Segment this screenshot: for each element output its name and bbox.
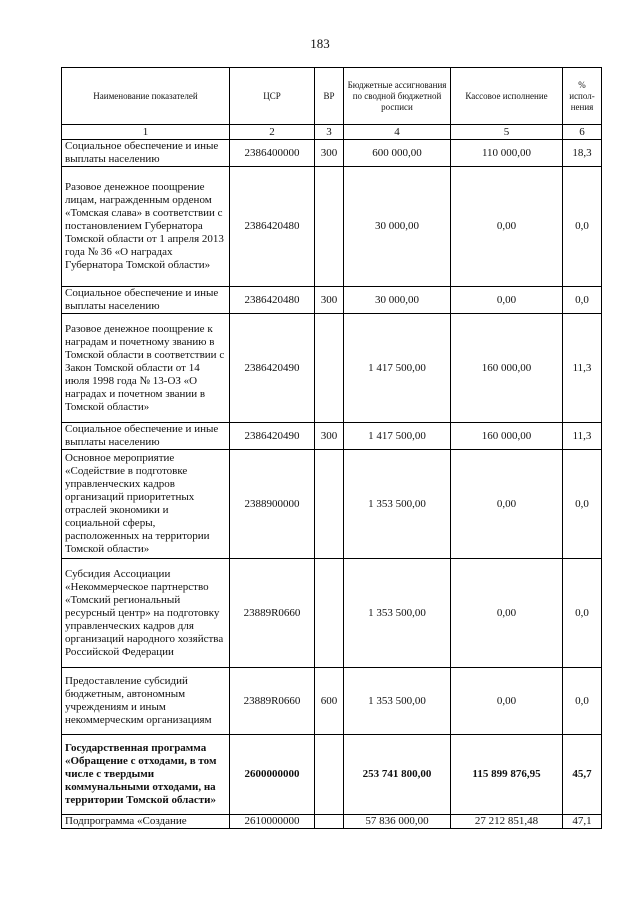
col-index: 2 [230, 125, 315, 140]
col-index: 6 [563, 125, 602, 140]
table-row [62, 559, 602, 668]
cell-vr: 300 [315, 423, 344, 450]
page-number: 183 [310, 36, 330, 51]
cell-csr: 2600000000 [230, 735, 315, 815]
cell-vr: 600 [315, 668, 344, 735]
header-pct: % испол-нения [563, 68, 602, 125]
cell-vr [315, 815, 344, 829]
cell-csr: 2386400000 [230, 140, 315, 167]
column-index-row [62, 125, 602, 140]
cell-cash: 27 212 851,48 [451, 815, 563, 829]
table-row [62, 140, 602, 167]
cell-cash: 0,00 [451, 167, 563, 287]
cell-budget: 1 417 500,00 [344, 314, 451, 423]
cell-name: Социальное обеспечение и иные выплаты населению [62, 287, 230, 314]
cell-csr: 2386420480 [230, 167, 315, 287]
cell-csr: 23889R0660 [230, 668, 315, 735]
table-row [62, 423, 602, 450]
cell-pct: 11,3 [563, 314, 602, 423]
header-csr: ЦСР [230, 68, 315, 125]
cell-budget: 30 000,00 [344, 287, 451, 314]
cell-pct: 0,0 [563, 668, 602, 735]
col-index: 3 [315, 125, 344, 140]
cell-csr: 2610000000 [230, 815, 315, 829]
cell-pct: 45,7 [563, 735, 602, 815]
cell-csr: 2386420480 [230, 287, 315, 314]
cell-budget: 1 417 500,00 [344, 423, 451, 450]
cell-csr: 2386420490 [230, 314, 315, 423]
header-cash: Кассовое исполнение [451, 68, 563, 125]
cell-name: Предоставление субсидий бюджетным, автономным учреждениям и иным некоммерческим организациям [62, 668, 230, 735]
cell-budget: 1 353 500,00 [344, 450, 451, 559]
table-row [62, 314, 602, 423]
col-index: 1 [62, 125, 230, 140]
header-budget: Бюджетные ассигнования по сводной бюджетной росписи [344, 68, 451, 125]
cell-csr: 23889R0660 [230, 559, 315, 668]
header-vr: ВР [315, 68, 344, 125]
cell-pct: 0,0 [563, 450, 602, 559]
cell-pct: 11,3 [563, 423, 602, 450]
cell-name: Подпрограмма «Создание [62, 815, 230, 829]
cell-vr [315, 450, 344, 559]
cell-cash: 110 000,00 [451, 140, 563, 167]
table-row [62, 167, 602, 287]
budget-execution-table [61, 67, 602, 829]
cell-cash: 0,00 [451, 450, 563, 559]
cell-cash: 160 000,00 [451, 423, 563, 450]
cell-name: Разовое денежное поощрение к наградам и почетному званию в Томской области в соответствии с Закон Томской области от 14 июля 1998 года № 13-ОЗ «О наградах и почетном звании в Томской области» [62, 314, 230, 423]
cell-vr: 300 [315, 287, 344, 314]
cell-budget: 1 353 500,00 [344, 668, 451, 735]
cell-budget: 57 836 000,00 [344, 815, 451, 829]
cell-pct: 0,0 [563, 559, 602, 668]
cell-csr: 2388900000 [230, 450, 315, 559]
col-index: 5 [451, 125, 563, 140]
cell-cash: 160 000,00 [451, 314, 563, 423]
cell-budget: 30 000,00 [344, 167, 451, 287]
header-name: Наименование показателей [62, 68, 230, 125]
table-header-row [62, 68, 602, 125]
cell-cash: 0,00 [451, 668, 563, 735]
table-row [62, 815, 602, 829]
cell-name: Социальное обеспечение и иные выплаты населению [62, 423, 230, 450]
cell-name: Субсидия Ассоциации «Некоммерческое партнерство «Томский региональный ресурсный центр» на подготовку управленческих кадров для организаций народного хозяйства Российской Федерации [62, 559, 230, 668]
cell-vr [315, 559, 344, 668]
table-row [62, 287, 602, 314]
cell-name: Социальное обеспечение и иные выплаты населению [62, 140, 230, 167]
col-index: 4 [344, 125, 451, 140]
cell-vr: 300 [315, 140, 344, 167]
cell-vr [315, 735, 344, 815]
cell-budget: 253 741 800,00 [344, 735, 451, 815]
cell-cash: 0,00 [451, 287, 563, 314]
table-row [62, 450, 602, 559]
table-row [62, 735, 602, 815]
cell-cash: 0,00 [451, 559, 563, 668]
cell-pct: 18,3 [563, 140, 602, 167]
cell-vr [315, 167, 344, 287]
cell-csr: 2386420490 [230, 423, 315, 450]
cell-pct: 0,0 [563, 287, 602, 314]
cell-name: Разовое денежное поощрение лицам, награжденным орденом «Томская слава» в соответствии с постановлением Губернатора Томской области от 1 апреля 2013 года № 36 «О наградах Губернатора Томской области» [62, 167, 230, 287]
cell-cash: 115 899 876,95 [451, 735, 563, 815]
cell-name: Основное мероприятие «Содействие в подготовке управленческих кадров организаций приоритетных отраслей экономики и социальной сферы, расположенных на территории Томской области» [62, 450, 230, 559]
cell-name: Государственная программа «Обращение с отходами, в том числе с твердыми коммунальными отходами, на территории Томской области» [62, 735, 230, 815]
cell-pct: 47,1 [563, 815, 602, 829]
cell-budget: 1 353 500,00 [344, 559, 451, 668]
cell-pct: 0,0 [563, 167, 602, 287]
table-row [62, 668, 602, 735]
cell-budget: 600 000,00 [344, 140, 451, 167]
cell-vr [315, 314, 344, 423]
